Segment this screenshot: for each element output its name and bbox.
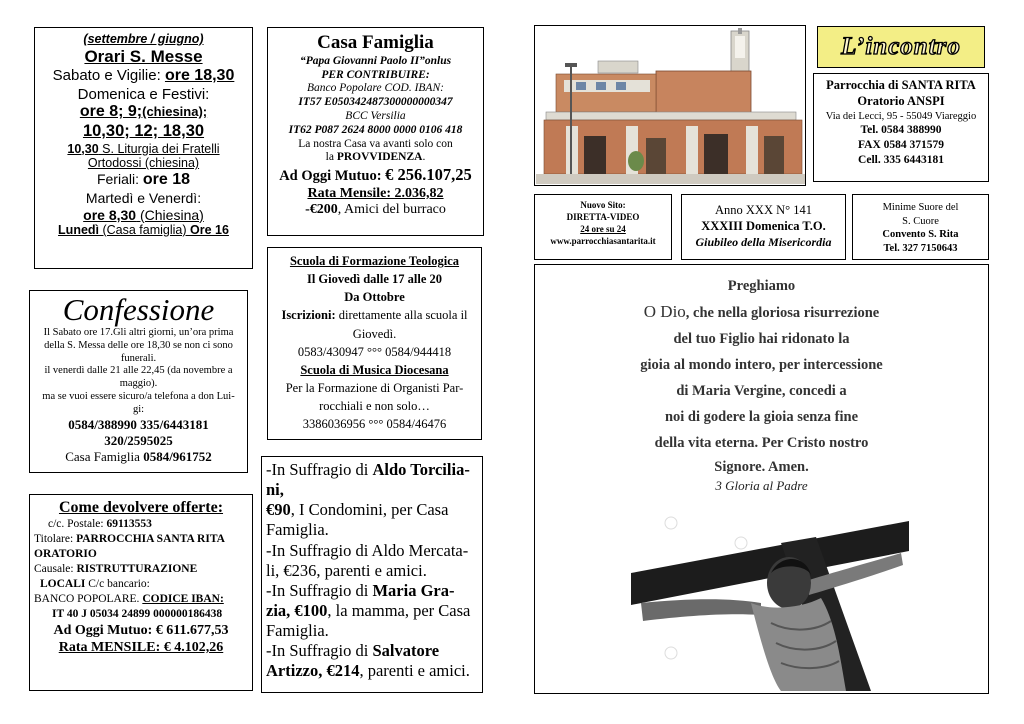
issue-box (681, 194, 846, 260)
confession-line-6: ma se vuoi essere sicuro/a telefona a don Lui- (42, 391, 235, 403)
saturday-time: ore 18,30 (164, 66, 235, 84)
newsletter-header (813, 25, 989, 184)
prayer-o-dio: O Dio (643, 302, 686, 321)
offerings-cc-label: c/c. Postale: (48, 518, 107, 530)
suffrage-1-text: , I Condomini, per Casa (290, 500, 449, 520)
parish-tel: Tel. 0584 388990 (860, 124, 942, 137)
offerings-holder-label: Titolare: (34, 532, 77, 545)
casa-burraco-text: , Amici del burraco (337, 202, 446, 218)
prayer-line-5: noi di godere la gioia senza fine (664, 409, 859, 425)
tue-fri-time: ore 8,30 (83, 206, 137, 223)
suffrage-4-pre: -In Suffragio di (266, 641, 373, 661)
mass-title: Orari S. Messe (84, 46, 203, 66)
parish-address: Via dei Lecci, 95 - 55049 Viareggio (825, 110, 977, 122)
school-iscr-text-2: Giovedì. (352, 326, 397, 341)
tue-fri-label: Martedì e Venerdì: (85, 190, 202, 207)
prayer-line-1: , che nella gloriosa risurrezione (685, 305, 880, 321)
prayer-line-3: gioia al mondo intero, per intercessione (640, 357, 883, 373)
suffrage-1-amount: €90 (266, 500, 291, 520)
sunday-label: Domenica e Festivi: (77, 85, 210, 103)
offerings-holder-value-2: ORATORIO (34, 547, 97, 560)
casa-iban-1: IT57 E050342487300000000347 (298, 96, 453, 109)
prayer-line-2: del tuo Figlio hai ridonato la (673, 331, 850, 347)
school-title: Scuola di Formazione Teologica (289, 254, 460, 268)
suffrage-2-line-2: li, €236, parenti e amici. (266, 560, 427, 580)
casa-mutuo-value: € 256.107,25 (385, 165, 472, 185)
confession-casa-label: Casa Famiglia (65, 449, 144, 465)
offerings-reason-label: Causale: (34, 562, 77, 575)
prayer-line-6: della vita eterna. Per Cristo nostro (654, 435, 869, 451)
website-hours: 24 ore su 24 (580, 224, 626, 235)
offerings-title: Come devolvere offerte: (58, 499, 224, 516)
confession-line-3: funerali. (120, 352, 157, 364)
issue-jubilee: Giubileo della Misericordia (695, 234, 832, 249)
sisters-tel: Tel. 327 7150643 (883, 242, 958, 254)
confession-phones-2: 320/2595025 (104, 432, 173, 448)
offerings-rata: Rata MENSILE: € 4.102,26 (58, 640, 224, 656)
website-live: DIRETTA-VIDEO (566, 212, 640, 223)
music-title: Scuola di Musica Diocesana (300, 362, 449, 377)
newsletter-title-banner (817, 26, 985, 68)
suffrage-2-line-1: -In Suffragio di Aldo Mercata- (266, 540, 469, 560)
music-phones: 3386036956 °°° 0584/46476 (302, 417, 447, 432)
casa-contrib: PER CONTRIBUIRE: (321, 68, 430, 81)
casa-rata: Rata Mensile: 2.036,82 (307, 185, 444, 201)
offerings-cc-value: 69113553 (106, 518, 152, 530)
suffrage-3-text-end: Famiglia. (266, 621, 329, 640)
monday-place: (Casa famiglia) (99, 223, 191, 238)
weekday-time: ore 18 (142, 171, 191, 189)
music-organists-1: Per la Formazione di Organisti Par- (285, 380, 464, 395)
saturday-label: Sabato e Vigilie: (52, 66, 165, 84)
suffrage-3-amount: zia, €100 (266, 600, 328, 620)
casa-mutuo-label: Ad Oggi Mutuo: (279, 168, 386, 185)
casa-title: Casa Famiglia (317, 32, 434, 53)
casa-nostra-2-post: . (422, 151, 426, 164)
prayer-box (534, 264, 989, 694)
casa-bcc: BCC Versilia (345, 109, 406, 122)
casa-iban-2: IT62 P087 2624 8000 0000 0106 418 (288, 123, 463, 136)
weekday-label: Feriali: (96, 171, 143, 188)
suffrage-3-pre: -In Suffragio di (266, 580, 373, 600)
school-iscr-label: Iscrizioni: (281, 308, 336, 323)
confession-title: Confessione (62, 292, 215, 327)
offerings-locali: LOCALI (40, 577, 86, 590)
offerings-holder-value-1: PARROCCHIA SANTA RITA (76, 532, 225, 545)
confession-line-4: il venerdì dalle 21 alle 22,45 (da novembre a (44, 365, 233, 377)
parish-cell: Cell. 335 6443181 (858, 154, 944, 167)
sisters-line-2: S. Cuore (902, 215, 939, 227)
suffrage-4-text: , parenti e amici. (359, 661, 470, 681)
sunday-chiesina: (chiesina); (142, 104, 208, 120)
website-box (534, 194, 672, 260)
school-phones: 0583/430947 °°° 0584/944418 (297, 344, 452, 359)
offerings-bank-label: BANCO POPOLARE. (34, 592, 143, 605)
sisters-line-1: Minime Suore del (882, 202, 959, 213)
confession-line-2: della S. Messa delle ore 18,30 se non ci sono (44, 339, 233, 351)
confession-phones-1: 0584/388990 335/6443181 (68, 416, 209, 432)
sisters-convent: Convento S. Rita (882, 229, 959, 241)
church-illustration (536, 26, 805, 184)
suffrage-3-name: Maria Gra- (372, 580, 455, 600)
liturgy-time: 10,30 (67, 141, 99, 156)
offerings-box (29, 494, 253, 691)
casa-burraco-amount: -€200 (305, 202, 338, 218)
school-iscr-text-1: direttamente alla scuola il (335, 308, 468, 323)
parish-oratory: Oratorio ANSPI (857, 94, 945, 109)
casa-provvidenza: PROVVIDENZA (336, 151, 423, 164)
website-new: Nuovo Sito: (580, 200, 626, 210)
suffrage-4-amount: Artizzo, €214 (266, 661, 360, 681)
suffrage-4-name: Salvatore (372, 641, 440, 661)
issue-number: Anno XXX N° 141 (714, 203, 812, 217)
casa-subtitle: “Papa Giovanni Paolo II”onlus (299, 54, 452, 67)
mass-period: (settembre / giugno) (83, 32, 204, 46)
confession-box (29, 290, 248, 473)
issue-sunday: XXXIII Domenica T.O. (701, 219, 826, 234)
confession-line-5: maggio). (119, 378, 158, 390)
tue-fri-place: (Chiesina) (136, 206, 204, 223)
offerings-mutuo: Ad Oggi Mutuo: € 611.677,53 (53, 622, 229, 638)
parish-fax: FAX 0584 371579 (857, 139, 945, 152)
church-photo (534, 25, 806, 186)
suffrage-1-text-end: Famiglia. (266, 520, 329, 540)
liturgy-text: S. Liturgia dei Fratelli (98, 141, 220, 156)
crucifix-image (631, 503, 909, 691)
suffrage-1-pre: -In Suffragio di (266, 460, 373, 479)
newsletter-title: L’incontro (841, 33, 961, 60)
mass-times-box (34, 27, 253, 269)
website-url[interactable]: www.parrocchiasantarita.it (550, 236, 656, 247)
prayer-line-7: Signore. Amen. (714, 459, 809, 475)
monday-label: Lunedì (58, 223, 100, 238)
prayer-gloria: 3 Gloria al Padre (715, 478, 808, 493)
sisters-box (852, 194, 989, 260)
offerings-iban-value: IT 40 J 05034 24899 000000186438 (52, 607, 223, 620)
school-box (267, 247, 482, 440)
parish-name: Parrocchia di SANTA RITA (826, 78, 976, 92)
casa-nostra-2-pre: la (325, 151, 337, 164)
confession-line-1: Il Sabato ore 17.Gli altri giorni, un’ora prima (43, 327, 234, 339)
casa-banco: Banco Popolare COD. IBAN: (307, 82, 444, 95)
prayer-line-4: di Maria Vergine, concedi a (676, 383, 847, 399)
suffrage-1-name: Aldo Torcilia- (372, 460, 470, 479)
suffrage-3-text: , la mamma, per Casa (327, 600, 471, 620)
confession-casa-phone: 0584/961752 (143, 449, 212, 465)
prayer-title: Preghiamo (727, 278, 796, 294)
sunday-time-2: 10,30; 12; 18,30 (82, 122, 205, 141)
music-organists-2: rocchiali e non solo… (319, 399, 430, 413)
school-october: Da Ottobre (344, 290, 405, 305)
orthodox-text: Ortodossi (chiesina) (87, 156, 200, 171)
parish-info (813, 73, 989, 182)
casa-famiglia-box (267, 27, 484, 236)
offerings-reason-value: RISTRUTTURAZIONE (76, 562, 198, 575)
confession-line-7: gi: (132, 403, 145, 415)
offerings-bank-cc: C/c bancario: (85, 577, 150, 590)
monday-time: Ore 16 (190, 223, 229, 238)
suffrage-1-name-end: ni, (266, 480, 284, 500)
school-thursday: Il Giovedì dalle 17 alle 20 (306, 272, 443, 287)
casa-nostra-1: La nostra Casa va avanti solo con (298, 137, 453, 150)
sunday-time-1: ore 8; 9; (79, 103, 143, 121)
offerings-iban-label: CODICE IBAN: (142, 592, 224, 605)
suffrage-box (261, 456, 483, 693)
